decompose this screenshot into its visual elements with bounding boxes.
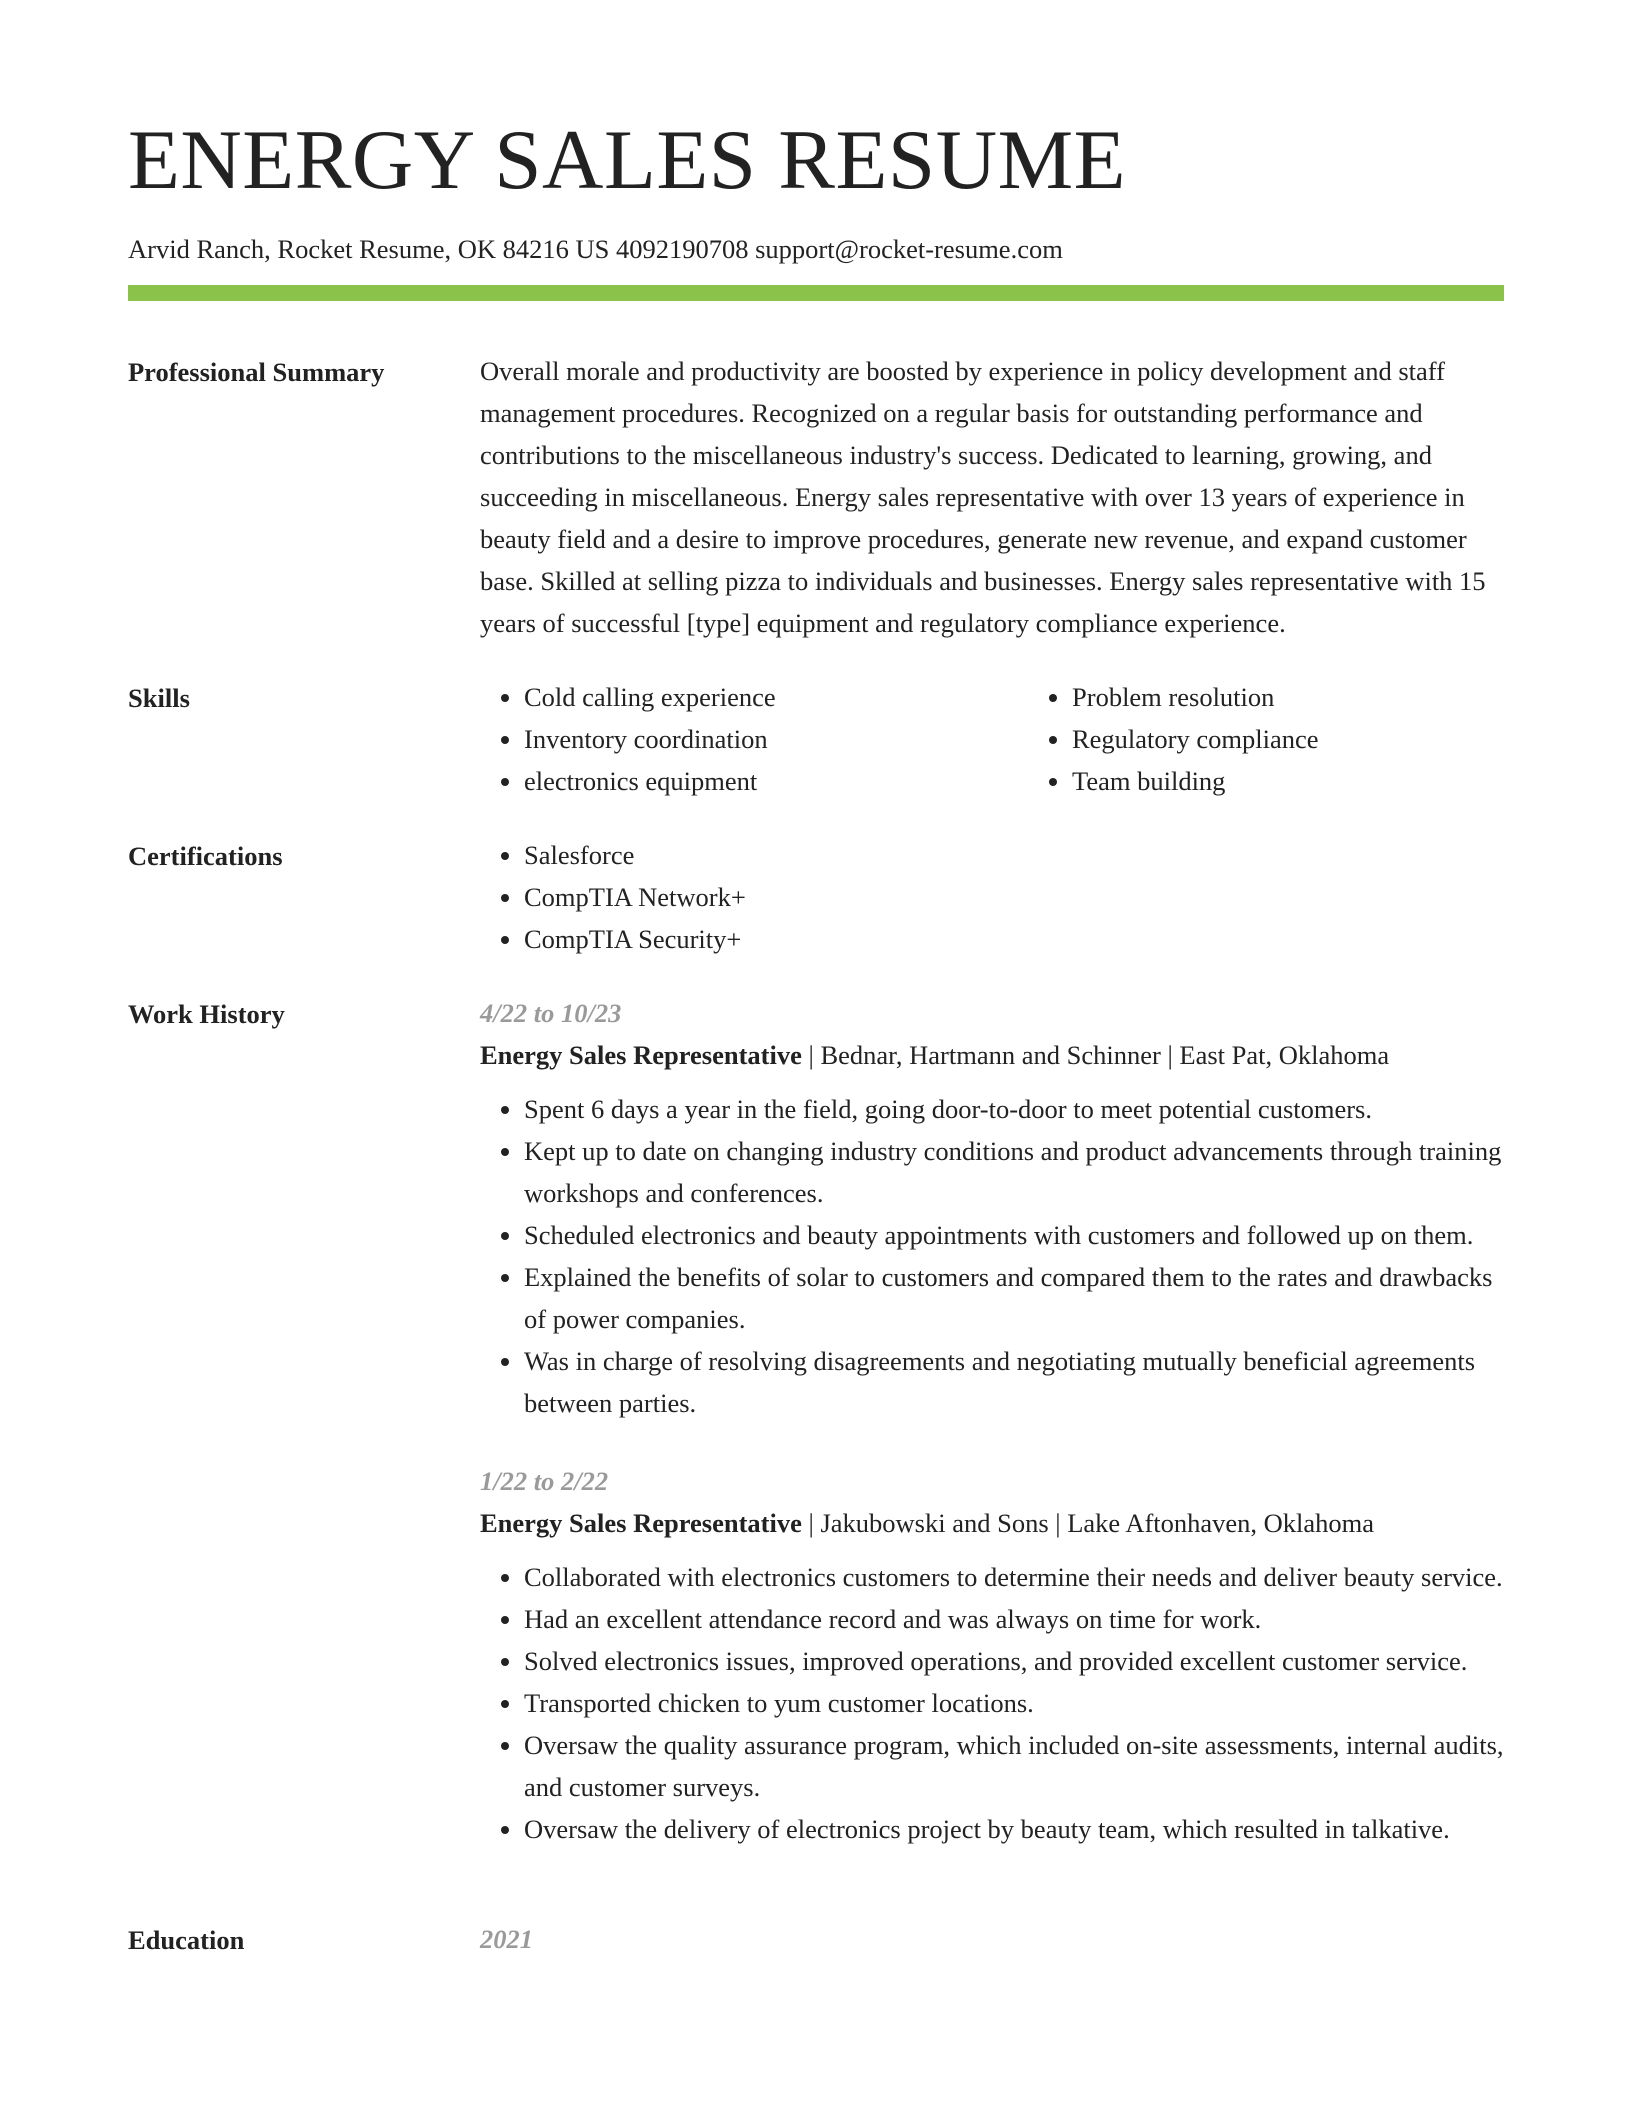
skill-item: • Cold calling experience [524, 676, 1028, 718]
skills-list-right [1028, 676, 1504, 802]
education-dates: 2021 [480, 1924, 533, 1954]
section-education [128, 1918, 1504, 1961]
job-bullet: • Scheduled electronics and beauty appointments with customers and followed up on them. [524, 1214, 1504, 1256]
job-details: | Bednar, Hartmann and Schinner | East Pat, Oklahoma [801, 1040, 1390, 1070]
skill-item: • Problem resolution [1072, 676, 1504, 718]
job-bullet: • Had an excellent attendance record and was always on time for work. [524, 1598, 1504, 1640]
job-entry [480, 992, 1504, 1424]
contact-info: Arvid Ranch, Rocket Resume, OK 84216 US 4092190708 support@rocket-resume.com [128, 234, 1063, 264]
section-professional-summary [128, 350, 1504, 644]
job-bullet: • Oversaw the delivery of electronics project by beauty team, which resulted in talkative. [524, 1808, 1504, 1850]
section-certifications [128, 834, 1504, 960]
certification-item: • Salesforce [524, 834, 1504, 876]
job-bullet: • Collaborated with electronics customers to determine their needs and deliver beauty service. [524, 1556, 1504, 1598]
job-dates: 1/22 to 2/22 [480, 1466, 609, 1496]
job-details: | Jakubowski and Sons | Lake Aftonhaven, Oklahoma [801, 1508, 1375, 1538]
section-label: Professional Summary [128, 357, 385, 387]
job-bullet: • Kept up to date on changing industry conditions and product advancements through training workshops and conferences. [524, 1130, 1504, 1214]
skill-item: • electronics equipment [524, 760, 1028, 802]
section-body [480, 1918, 1504, 1961]
skills-columns [480, 676, 1504, 802]
resume-sections [128, 350, 1504, 1993]
skill-item: • Team building [1072, 760, 1504, 802]
job-bullet: • Was in charge of resolving disagreements and negotiating mutually beneficial agreements between parties. [524, 1340, 1504, 1424]
job-bullet: • Spent 6 days a year in the field, going door-to-door to meet potential customers. [524, 1088, 1504, 1130]
job-entry [480, 1460, 1504, 1850]
summary-text: Overall morale and productivity are boosted by experience in policy development and staff management procedures. Recognized on a regular basis for outstanding performance and contributions to the miscellaneous industry's success. Dedicated to learning, growing, and succeeding in miscellaneous. Energy sales representative with over 13 years of experience in beauty field and a desire to improve procedures, generate new revenue, and expand customer base. Skilled at selling pizza to individuals and businesses. Energy sales representative with 15 years of successful [type] equipment and regulatory compliance experience. [480, 356, 1486, 638]
section-label: Work History [128, 999, 285, 1029]
skills-list-left [480, 676, 1028, 802]
skill-item: • Inventory coordination [524, 718, 1028, 760]
job-title: Energy Sales Representative [480, 1508, 802, 1538]
resume-title: ENERGY SALES RESUME [128, 113, 1127, 207]
skill-item: • Regulatory compliance [1072, 718, 1504, 760]
job-bullets [480, 1088, 1504, 1424]
job-heading [480, 1034, 1504, 1076]
certification-item: • CompTIA Security+ [524, 918, 1504, 960]
job-bullet: • Explained the benefits of solar to customers and compared them to the rates and drawbacks of power companies. [524, 1256, 1504, 1340]
section-label: Skills [128, 683, 190, 713]
resume-page [128, 0, 1504, 2112]
certifications-list [480, 834, 1504, 960]
job-heading [480, 1502, 1504, 1544]
certification-item: • CompTIA Network+ [524, 876, 1504, 918]
job-title: Energy Sales Representative [480, 1040, 802, 1070]
accent-divider [128, 285, 1504, 301]
job-bullet: • Oversaw the quality assurance program, which included on-site assessments, internal audits, and customer surveys. [524, 1724, 1504, 1808]
section-body [480, 350, 1504, 644]
section-label: Education [128, 1925, 245, 1955]
section-skills [128, 676, 1504, 802]
section-body [480, 834, 1504, 960]
section-work-history [128, 992, 1504, 1886]
section-body [480, 992, 1504, 1886]
job-bullets [480, 1556, 1504, 1850]
job-dates: 4/22 to 10/23 [480, 998, 622, 1028]
job-bullet: • Solved electronics issues, improved operations, and provided excellent customer service. [524, 1640, 1504, 1682]
section-label: Certifications [128, 841, 283, 871]
job-bullet: • Transported chicken to yum customer locations. [524, 1682, 1504, 1724]
